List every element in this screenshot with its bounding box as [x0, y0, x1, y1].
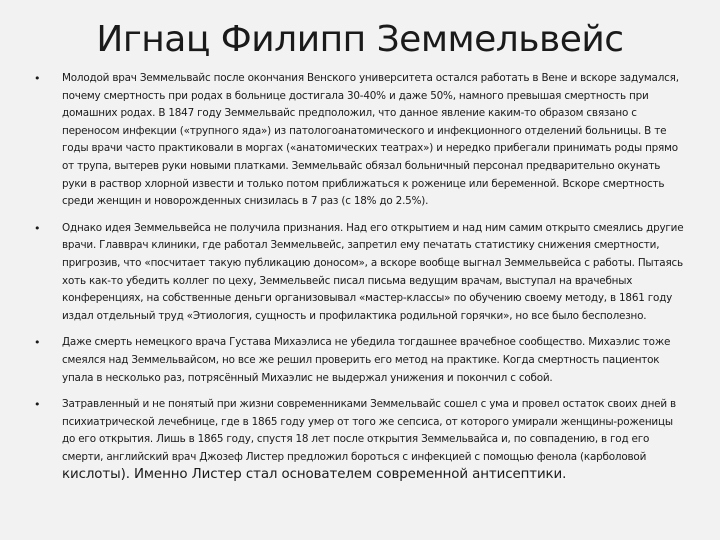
- bullet-item: [32, 334, 688, 387]
- bullet-item: [32, 220, 688, 326]
- bullet-text-large: кислоты). Именно Листер стал основателем современной антисептики.: [62, 467, 567, 483]
- bullet-item: [32, 396, 688, 485]
- bullet-text: Молодой врач Земмельвайс после окончания Венского университета остался работать в Вене и вскоре задумался, почему смертность при родах в больнице достигала 30-40% и даже 50%, намного превышая смертность при домашних родах. В 1847 году Земмельвайс предположил, что данное явление каким-то образом связано с переносом инфекции («трупного яда») из патологоанатомического и инфекционного отделений больницы. В те годы врачи часто практиковали в моргах («анатомических театрах») и нередко прибегали принимать роды прямо от трупа, вытерев руки новыми платками. Земмельвайс обязал больничный персонал предварительно окунать руки в раствор хлорной извести и только потом приближаться к роженице или беременной. Вскоре смертность среди женщин и новорожденных снизилась в 7 раз (с 18% до 2.5%).: [62, 72, 679, 208]
- bullet-item: [32, 70, 688, 211]
- bullet-text: Однако идея Земмельвейса не получила признания. Над его открытием и над ним самим открыто смеялись другие врачи. Главврач клиники, где работал Земмельвейс, запретил ему печатать статистику снижения смертности, пригрозив, что «посчитает такую публикацию доносом», а вскоре вообще выгнал Земмельвейса с работы. Пытаясь хоть как-то убедить коллег по цеху, Земмельвейс писал письма ведущим врачам, выступал на врачебных конференциях, на собственные деньги организовывал «мастер-классы» по обучению своему методу, в 1861 году издал отдельный труд «Этиология, сущность и профилактика родильной горячки», но все было бесполезно.: [62, 221, 684, 322]
- slide-title: Игнац Филипп Земмельвейс: [96, 19, 624, 60]
- bullet-list: [32, 70, 688, 494]
- bullet-text: Затравленный и не понятый при жизни современниками Земмельвайс сошел с ума и провел остаток своих дней в психиатрической лечебнице, где в 1865 году умер от того же сепсиса, от которого умирали женщины-роженицы до его открытия. Лишь в 1865 году, спустя 18 лет после открытия Земмельвайса и, по совпадению, в год его смерти, английский врач Джозеф Листер предложил бороться с инфекцией с помощью фенола (карболовой: [62, 398, 676, 463]
- bullet-text: Даже смерть немецкого врача Густава Михаэлиса не убедила тогдашнее врачебное сообщество. Михаэлис тоже смеялся над Земмельвайсом, но все же решил проверить его метод на практике. Когда смертность пациенток упала в несколько раз, потрясённый Михаэлис не выдержал унижения и покончил с собой.: [62, 336, 671, 384]
